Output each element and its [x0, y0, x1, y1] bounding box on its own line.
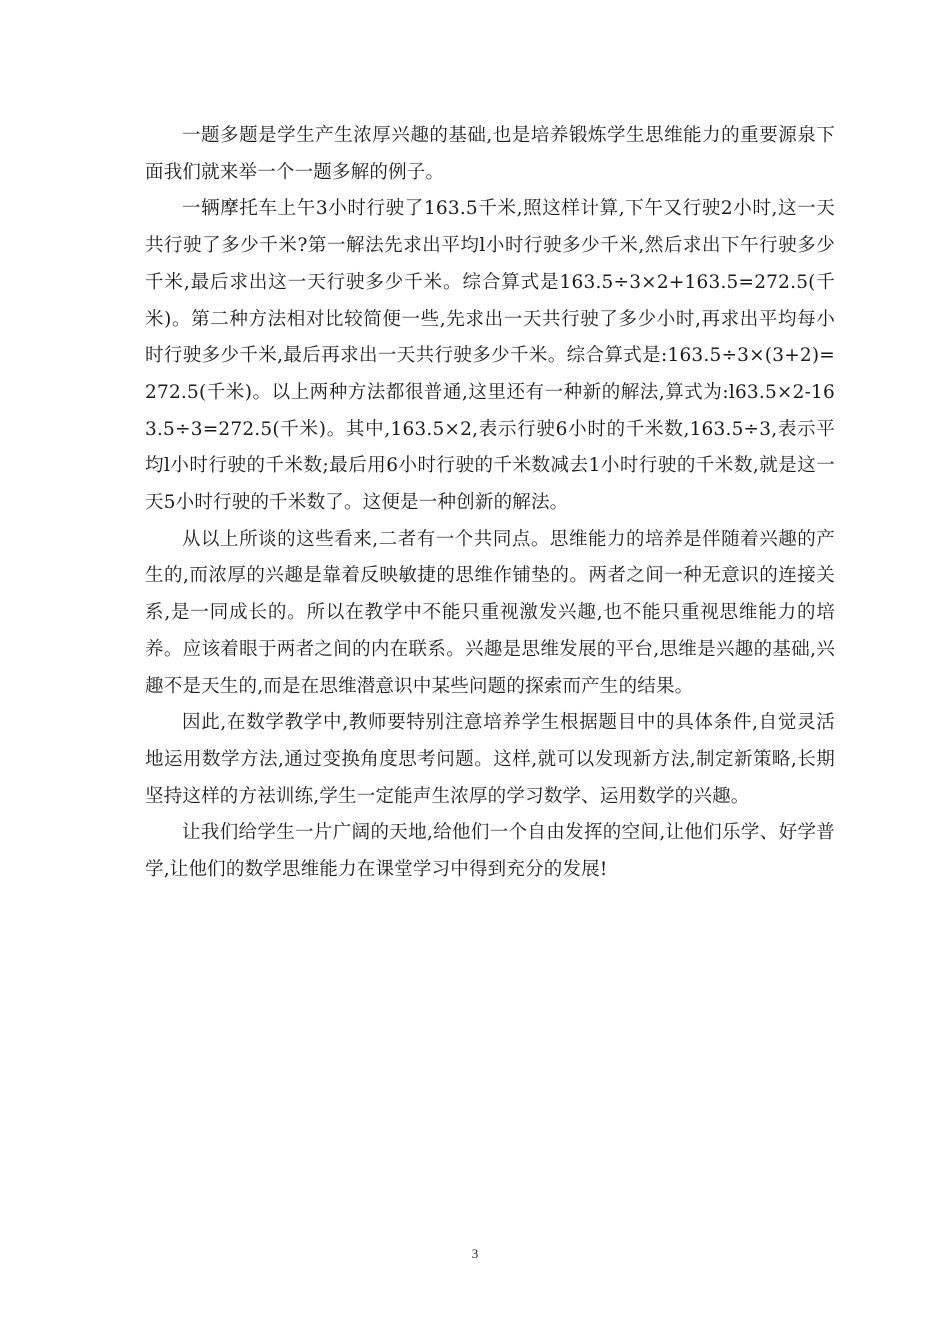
- page-number: 3: [471, 1246, 479, 1261]
- paragraph-common-point: 从以上所谈的这些看来,二者有一个共同点。思维能力的培养是伴随着兴趣的产生的,而浓厚的兴趣是靠着反映敏捷的思维作铺垫的。两者之间一种无意识的连接关系,是一同成长的。所以在教学中不能只重视激发兴趣,也不能只重视思维能力的培养。应该着眼于两者之间的内在联系。兴趣是思维发展的平台,思维是兴趣的基础,兴趣不是天生的,而是在思维潜意识中某些问题的探索而产生的结果。: [145, 528, 835, 697]
- body-text: [145, 118, 835, 889]
- paragraph-conclusion: 让我们给学生一片广阔的天地,给他们一个自由发挥的空间,让他们乐学、好学普学,让他们的数学思维能力在课堂学习中得到充分的发展!: [145, 822, 835, 881]
- paragraph-example-problem: 一辆摩托车上午3小时行驶了163.5千米,照这样计算,下午又行驶2小时,这一天共行驶了多少千米?第一解法先求出平均l小时行驶多少千米,然后求出下午行驶多少千米,最后求出这一天行驶多少千米。综合算式是163.5÷3×2+163.5=272.5(千米)。第二种方法相对比较简便一些,先求出一天共行驶了多少小时,再求出平均每小时行驶多少千米,最后再求出一天共行驶多少千米。综合算式是:163.5÷3×(3+2)=272.5(千米)。以上两种方法都很普通,这里还有一种新的解法,算式为:l63.5×2-163.5÷3=272.5(千米)。其中,163.5×2,表示行驶6小时的千米数,163.5÷3,表示平均l小时行驶的千米数;最后用6小时行驶的千米数减去1小时行驶的千米数,就是这一天5小时行驶的千米数了。这便是一种创新的解法。: [145, 198, 835, 514]
- paragraph-intro: 一题多题是学生产生浓厚兴趣的基础,也是培养锻炼学生思维能力的重要源泉下面我们就来举一个一题多解的例子。: [145, 125, 835, 183]
- paragraph-teaching-advice: 因此,在数学教学中,教师要特别注意培养学生根据题目中的具体条件,自觉灵活地运用数学方法,通过变换角度思考问题。这样,就可以发现新方法,制定新策略,长期坚持这样的方祛训练,学生一定能声生浓厚的学习数学、运用数学的兴趣。: [145, 712, 835, 807]
